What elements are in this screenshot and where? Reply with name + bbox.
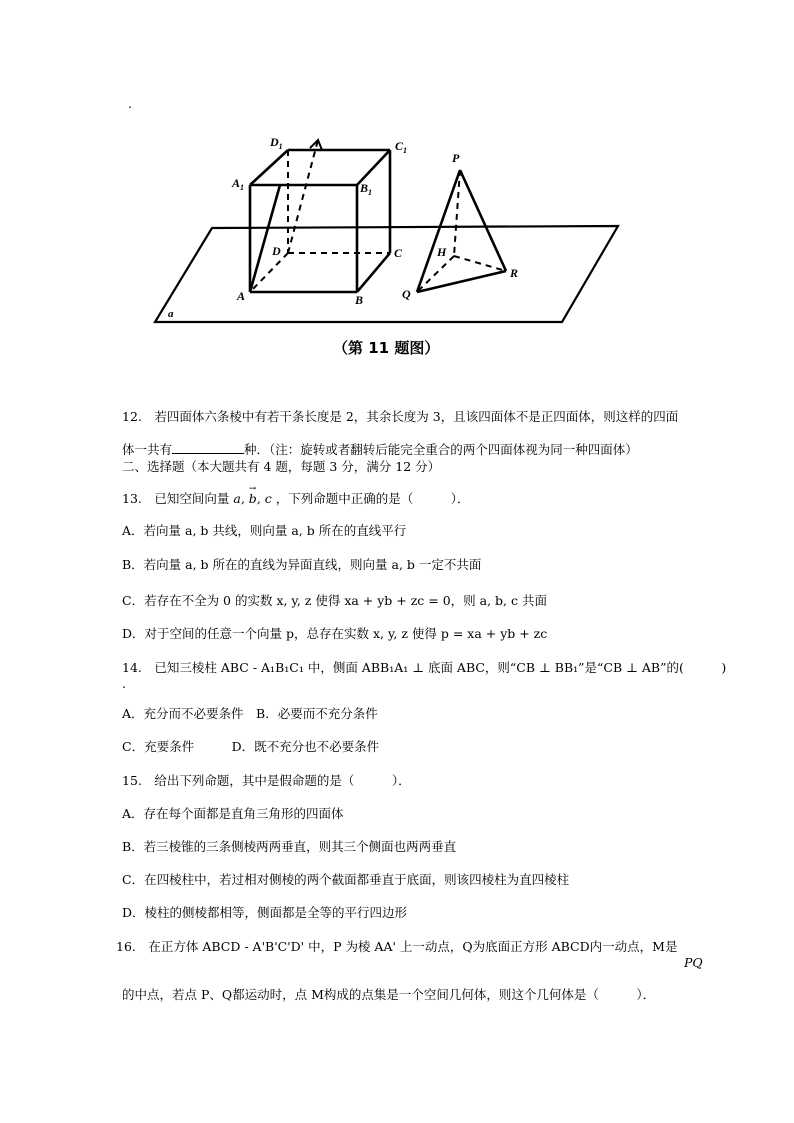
label-P: P [452, 151, 460, 165]
q12-line2-a: 体一共有 [122, 442, 173, 457]
q12-line2 [122, 441, 638, 458]
section-2-heading: 二、选择题（本大题共有 4 题，每题 3 分，满分 12 分） [122, 459, 441, 474]
label-C1: $C_1$ [395, 139, 408, 155]
stray-dot: . [128, 96, 132, 111]
q13-stem-b: ，下列命题中正确的是（ ）． [275, 491, 470, 506]
q14-options-ab: A．充分而不必要条件 B．必要而不充分条件 [122, 706, 378, 721]
q13-option-c: C．若存在不全为 0 的实数 x, y, z 使得 xa + yb + zc = 0，则 a, b, c 共面 [122, 593, 547, 608]
label-R: R [510, 266, 519, 280]
label-A1: $A_1$ [232, 176, 245, 192]
label-C: C [394, 246, 403, 260]
q13-stem [122, 491, 469, 507]
q12-line2-b: 种．（注：旋转或者翻转后能完全重合的两个四面体视为同一种四面体） [244, 442, 638, 457]
q15-option-d: D．棱柱的侧棱都相等，侧面都是全等的平行四边形 [122, 905, 408, 920]
q13-stem-vectors: → a, b, c [233, 491, 271, 507]
figure-caption: （第 11 题图） [333, 339, 440, 357]
label-plane: a [168, 308, 174, 320]
q13-option-b: B．若向量 a, b 所在的直线为异面直线，则向量 a, b 一定不共面 [122, 557, 482, 572]
q12-line1: 12. 若四面体六条棱中有若干条长度是 2，其余长度为 3，且该四面体不是正四面体，则这样的四面 [122, 409, 679, 424]
label-H: H [437, 245, 447, 259]
q14-options-cd: C．充要条件 D．既不充分也不必要条件 [122, 739, 380, 754]
label-D1: $D_1$ [270, 135, 283, 151]
q16-line2: 的中点，若点 P、Q都运动时，点 M构成的点集是一个空间几何体，则这个几何体是（ ）． [122, 987, 656, 1002]
q13-stem-a: 13. 已知空间向量 [122, 491, 230, 506]
q15-option-c: C．在四棱柱中，若过相对侧棱的两个截面都垂直于底面，则该四棱柱为直四棱柱 [122, 872, 570, 887]
pyramid-solid-edges [417, 170, 506, 292]
label-B: B [355, 293, 364, 307]
q14-stem: 14. 已知三棱柱 ABC - A₁B₁C₁ 中，侧面 ABB₁A₁ ⊥ 底面 ABC，则“CB ⊥ BB₁”是“CB ⊥ AB”的( ) [122, 660, 727, 675]
label-D: D [272, 244, 281, 258]
label-Q: Q [402, 287, 411, 301]
q16-pq: PQ [684, 955, 703, 970]
q13-option-d: D．对于空间的任意一个向量 p，总存在实数 x, y, z 使得 p = xa + yb + zc [122, 626, 548, 641]
figure-11 [150, 130, 630, 330]
q15-option-b: B．若三棱锥的三条侧棱两两垂直，则其三个侧面也两两垂直 [122, 839, 457, 854]
plane-alpha [155, 226, 618, 322]
q12-answer-blank[interactable] [172, 441, 244, 454]
label-A: A [237, 289, 246, 303]
q13-option-a: A．若向量 a, b 共线，则向量 a, b 所在的直线平行 [122, 523, 407, 538]
q14-dot: . [122, 676, 126, 691]
q16-line1: 16. 在正方体 ABCD - A'B'C'D' 中，P 为棱 AA' 上一动点，Q为底面正方形 ABCD内一动点，M是 [116, 939, 678, 954]
q15-stem: 15. 给出下列命题，其中是假命题的是（ ）． [122, 773, 411, 788]
q15-option-a: A．存在每个面都是直角三角形的四面体 [122, 806, 344, 821]
label-B1: $B_1$ [360, 181, 373, 197]
